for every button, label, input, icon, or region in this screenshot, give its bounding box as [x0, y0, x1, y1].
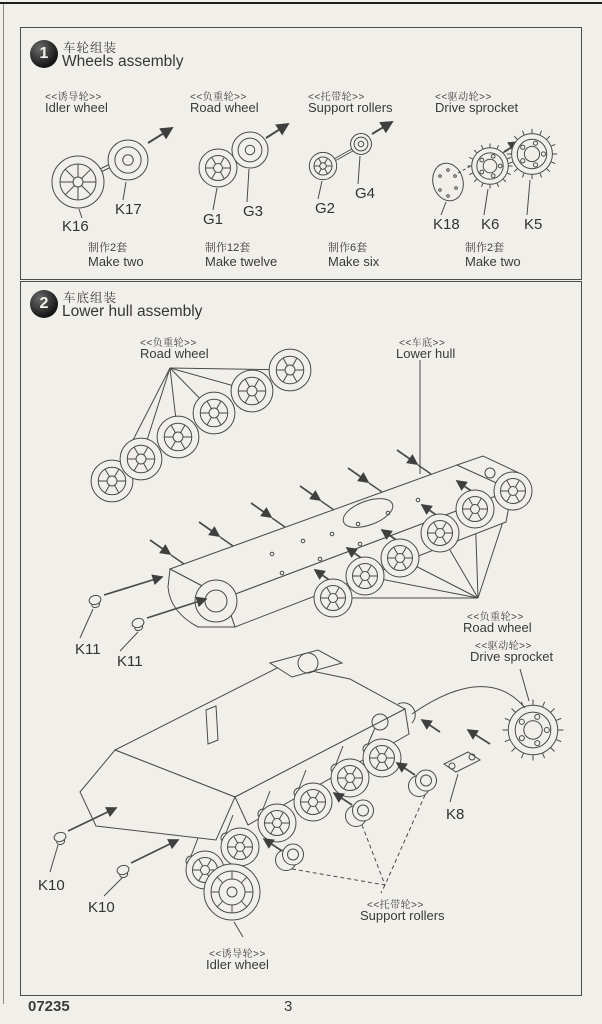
- part-label-K18: K18: [433, 216, 460, 233]
- idler-wheel-callout-en: Idler wheel: [206, 957, 269, 972]
- step2-title-en: Lower hull assembly: [62, 303, 203, 320]
- road-wheel-label-en: Road wheel: [190, 100, 259, 115]
- part-label-K17: K17: [115, 201, 142, 218]
- step2-number: 2: [39, 295, 49, 312]
- part-label-G2: G2: [315, 200, 336, 217]
- make-qty-en-support: Make six: [328, 254, 380, 269]
- idler-wheel-label-en: Idler wheel: [45, 100, 108, 115]
- road-wheel-callout-en-top: Road wheel: [140, 346, 209, 361]
- support-rollers-callout-en: Support rollers: [360, 908, 445, 923]
- part-label-K11-a: K11: [75, 641, 101, 658]
- page-number: 3: [284, 998, 293, 1015]
- drive-sprocket-callout-cn: <<驱动轮>>: [475, 641, 532, 652]
- make-qty-cn-road: 制作12套: [205, 242, 251, 254]
- part-label-K5: K5: [524, 216, 543, 233]
- drive-sprocket-callout-en: Drive sprocket: [470, 649, 554, 664]
- part-label-K10-b: K10: [88, 899, 115, 916]
- support-rollers-label-cn: <<托带轮>>: [308, 92, 365, 103]
- idler-wheel-callout-cn: <<诱导轮>>: [209, 949, 266, 960]
- part-label-K8: K8: [446, 806, 465, 823]
- support-rollers-label-en: Support rollers: [308, 100, 393, 115]
- page-top-rule: [0, 2, 602, 4]
- step2-title-cn: 车底组装: [63, 291, 118, 305]
- drive-sprocket-label-en: Drive sprocket: [435, 100, 519, 115]
- road-wheel-callout-cn-right: <<负重轮>>: [467, 612, 524, 623]
- step1-title-en: Wheels assembly: [62, 53, 184, 70]
- part-label-K16: K16: [62, 218, 89, 235]
- page-left-rule: [3, 4, 4, 1004]
- step1-illustration: [20, 118, 581, 240]
- kit-number: 07235: [28, 998, 70, 1015]
- lower-hull-callout-cn: <<车底>>: [399, 338, 446, 349]
- idler-wheel-label-cn: <<诱导轮>>: [45, 92, 102, 103]
- make-qty-cn-sprocket: 制作2套: [465, 242, 505, 254]
- make-qty-en-road: Make twelve: [205, 254, 278, 269]
- road-wheel-callout-cn-top: <<负重轮>>: [140, 338, 197, 349]
- part-label-K11-b: K11: [117, 653, 143, 670]
- make-qty-en-idler: Make two: [88, 254, 144, 269]
- step1-number: 1: [39, 45, 49, 62]
- lower-hull-callout-en: Lower hull: [396, 346, 456, 361]
- drive-sprocket-label-cn: <<驱动轮>>: [435, 92, 492, 103]
- make-qty-cn-support: 制作6套: [328, 242, 368, 254]
- part-label-G4: G4: [355, 185, 376, 202]
- part-label-G3: G3: [243, 203, 264, 220]
- road-wheel-callout-en-right: Road wheel: [463, 620, 532, 635]
- road-wheel-label-cn: <<负重轮>>: [190, 92, 247, 103]
- step1-badge: [30, 40, 58, 68]
- support-rollers-callout-cn: <<托带轮>>: [367, 900, 424, 911]
- part-label-K10-a: K10: [38, 877, 65, 894]
- part-label-G1: G1: [203, 211, 224, 228]
- step1-title-cn: 车轮组装: [63, 41, 118, 55]
- make-qty-cn-idler: 制作2套: [88, 242, 128, 254]
- make-qty-en-sprocket: Make two: [465, 254, 521, 269]
- part-label-K6: K6: [481, 216, 500, 233]
